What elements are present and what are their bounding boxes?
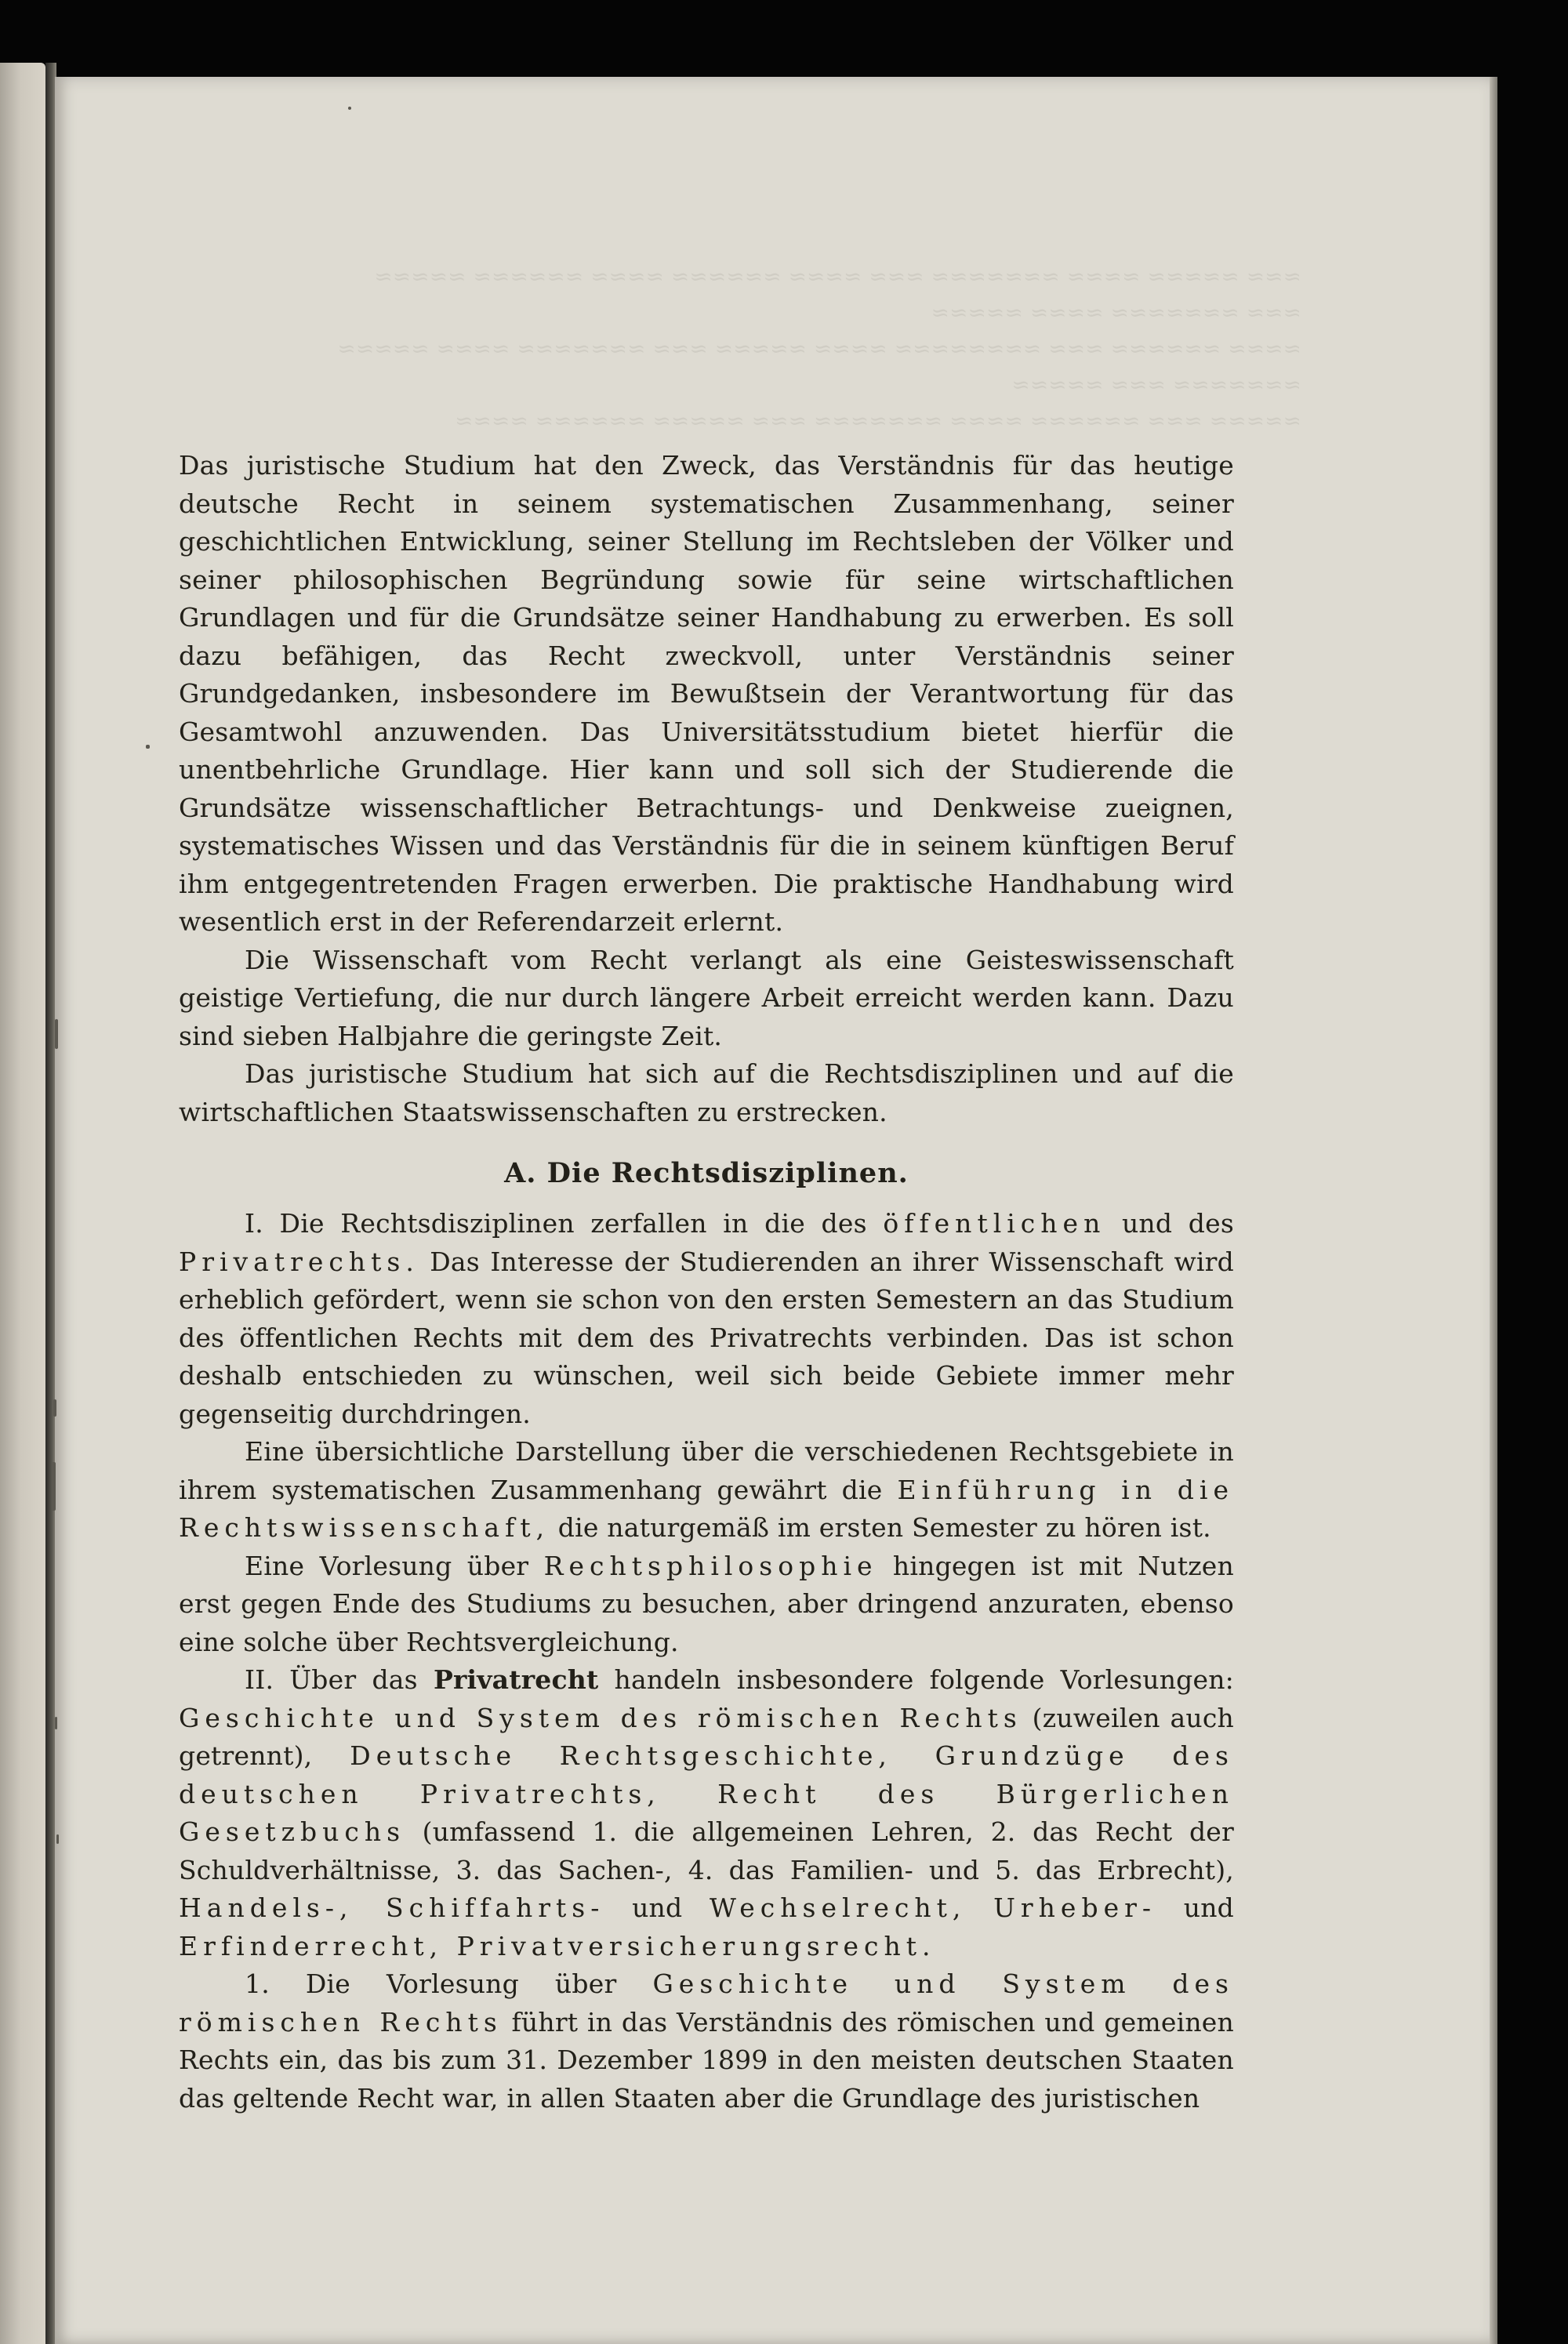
show-through-texture: ≈≈≈ ≈≈≈≈≈ ≈≈≈≈ ≈≈≈≈≈≈≈ ≈≈≈ ≈≈≈≈ ≈≈≈≈≈≈ ≈≈≈≈ ≈≈≈≈≈≈ ≈≈≈≈≈ ≈≈≈ ≈≈≈≈≈≈≈ ≈≈≈≈ ≈≈≈≈≈ ≈≈≈≈ ≈≈≈≈≈≈ ≈≈≈ ≈≈≈≈≈≈≈≈ ≈≈≈≈ ≈≈≈≈≈ ≈≈≈ ≈≈≈≈≈≈≈ ≈≈≈≈ ≈≈≈≈≈ ≈≈≈≈≈≈≈ ≈≈≈ ≈≈≈≈≈ ≈≈≈≈≈ ≈≈≈ ≈≈≈≈≈≈ ≈≈≈≈ ≈≈≈≈≈≈≈ ≈≈≈ ≈≈≈≈≈ ≈≈≈≈≈≈ ≈≈≈≈	[337, 263, 1301, 434]
spaced-term: Geschichte und System des römischen Rechts	[179, 1702, 1022, 1733]
text-run: Eine Vorlesung über	[245, 1550, 529, 1581]
margin-mark	[55, 1717, 57, 1729]
left-page-edge	[0, 63, 45, 2344]
bold-term: Privatrecht	[433, 1664, 599, 1695]
text-run: (zuweilen auch getrennt),	[179, 1702, 1234, 1771]
spaced-term: Wechselrecht,	[710, 1892, 967, 1923]
text-run: führt in das Verständnis des römischen und gemeinen Rechts ein, das bis zum 31. Dezember 1899 in den meisten deutschen Staaten das geltende Recht war, in allen Staaten aber die Grundlage des juristischen	[179, 2006, 1234, 2114]
paragraph-philosophy	[179, 1548, 1234, 1662]
text-run: II. Über das	[245, 1664, 418, 1695]
spaced-term: Geschichte und System des römischen Rechts	[179, 1968, 1234, 2037]
spaced-term: Einführung in die Rechtswissenschaft,	[179, 1474, 1234, 1543]
spaced-term: Erfinderrecht, Privatversicherungsrecht.	[179, 1930, 936, 1961]
spaced-term: Deutsche Rechtsgeschichte, Grundzüge des deutschen Privatrechts, Recht des Bürgerlichen Gesetzbuchs	[179, 1740, 1234, 1847]
text-run: die naturgemäß im ersten Semester zu hören ist.	[557, 1512, 1211, 1543]
text-run: und	[632, 1892, 683, 1923]
paragraph-scope: Das juristische Studium hat sich auf die Rechtsdisziplinen und auf die wirtschaftlichen Staatswissenschaften zu erstrecken.	[179, 1058, 1234, 1127]
text-run: hingegen ist mit Nutzen erst gegen Ende des Studiums zu besuchen, aber dringend anzuraten, ebenso eine solche über Rechtsvergleichung.	[179, 1550, 1234, 1657]
paragraph-introduction	[179, 1433, 1234, 1548]
margin-mark	[55, 1019, 58, 1049]
paragraph-disciplines	[179, 1205, 1234, 1433]
margin-mark	[53, 1399, 56, 1417]
speck-mark	[146, 745, 150, 749]
section-heading-a: A. Die Rechtsdisziplinen.	[504, 1157, 909, 1189]
text-run: handeln insbesondere folgende Vorlesungen:	[614, 1664, 1234, 1695]
paragraph-purpose: Das juristische Studium hat den Zweck, das Verständnis für das heutige deutsche Recht in seinem systematischen Zusammenhang, seiner geschichtlichen Entwicklung, seiner Stellung im Rechtsleben der Völker und seiner philosophischen Begründung sowie für seine wirtschaftlichen Grundlagen und für die Grundsätze seiner Handhabung zu erwerben. Es soll dazu befähigen, das Recht zweckvoll, unter Verständnis seiner Grundgedanken, insbesondere im Bewußtsein der Verantwortung für das Gesamtwohl anzuwenden. Das Universitätsstudium bietet hierfür die unentbehrliche Grundlage. Hier kann und soll sich der Studierende die Grundsätze wissenschaftlicher Betrachtungs- und Denkweise zueignen, systematisches Wissen und das Verständnis für die in seinem künftigen Beruf ihm entgegentretenden Fragen erwerben. Die praktische Handhabung wird wesentlich erst in der Referendarzeit erlernt.	[179, 450, 1234, 937]
spaced-term: öffentlichen	[883, 1208, 1106, 1239]
text-run: 1. Die Vorlesung über	[245, 1968, 617, 1999]
page-edge-right	[1490, 77, 1497, 2344]
speck-mark	[348, 107, 351, 110]
spaced-term: Urheber-	[993, 1892, 1157, 1923]
paragraph-duration: Die Wissenschaft vom Recht verlangt als eine Geisteswissenschaft geistige Vertiefung, die nur durch längere Arbeit erreicht werden kann. Dazu sind sieben Halbjahre die geringste Zeit.	[179, 944, 1234, 1051]
paragraph-private-law	[179, 1661, 1234, 1965]
spaced-term: Privatrechts.	[179, 1246, 419, 1277]
text-run: und	[1183, 1892, 1234, 1923]
text-run: (umfassend 1. die allgemeinen Lehren, 2. das Recht der Schuldverhältnisse, 3. das Sachen-, 4. das Familien- und 5. das Erbrecht),	[179, 1816, 1234, 1885]
text-run: I. Die Rechtsdisziplinen zerfallen in die des	[245, 1208, 867, 1239]
margin-mark	[52, 1462, 56, 1511]
spaced-term: Handels-, Schiffahrts-	[179, 1892, 605, 1923]
paragraph-roman-law	[179, 1965, 1234, 2117]
text-run: Eine übersichtliche Darstellung über die verschiedenen Rechtsgebiete in ihrem systematischen Zusammenhang gewährt die	[179, 1436, 1234, 1505]
margin-mark	[56, 1834, 59, 1844]
text-run: Das Interesse der Studierenden an ihrer Wissenschaft wird erheblich gefördert, wenn sie schon von den ersten Semestern an das Studium des öffentlichen Rechts mit dem des Privatrechts verbinden. Das ist schon deshalb entschieden zu wünschen, weil sich beide Gebiete immer mehr gegenseitig durchdringen.	[179, 1246, 1234, 1429]
page-text	[179, 447, 1234, 2117]
spaced-term: Rechtsphilosophie	[543, 1550, 878, 1581]
text-run: und des	[1121, 1208, 1234, 1239]
